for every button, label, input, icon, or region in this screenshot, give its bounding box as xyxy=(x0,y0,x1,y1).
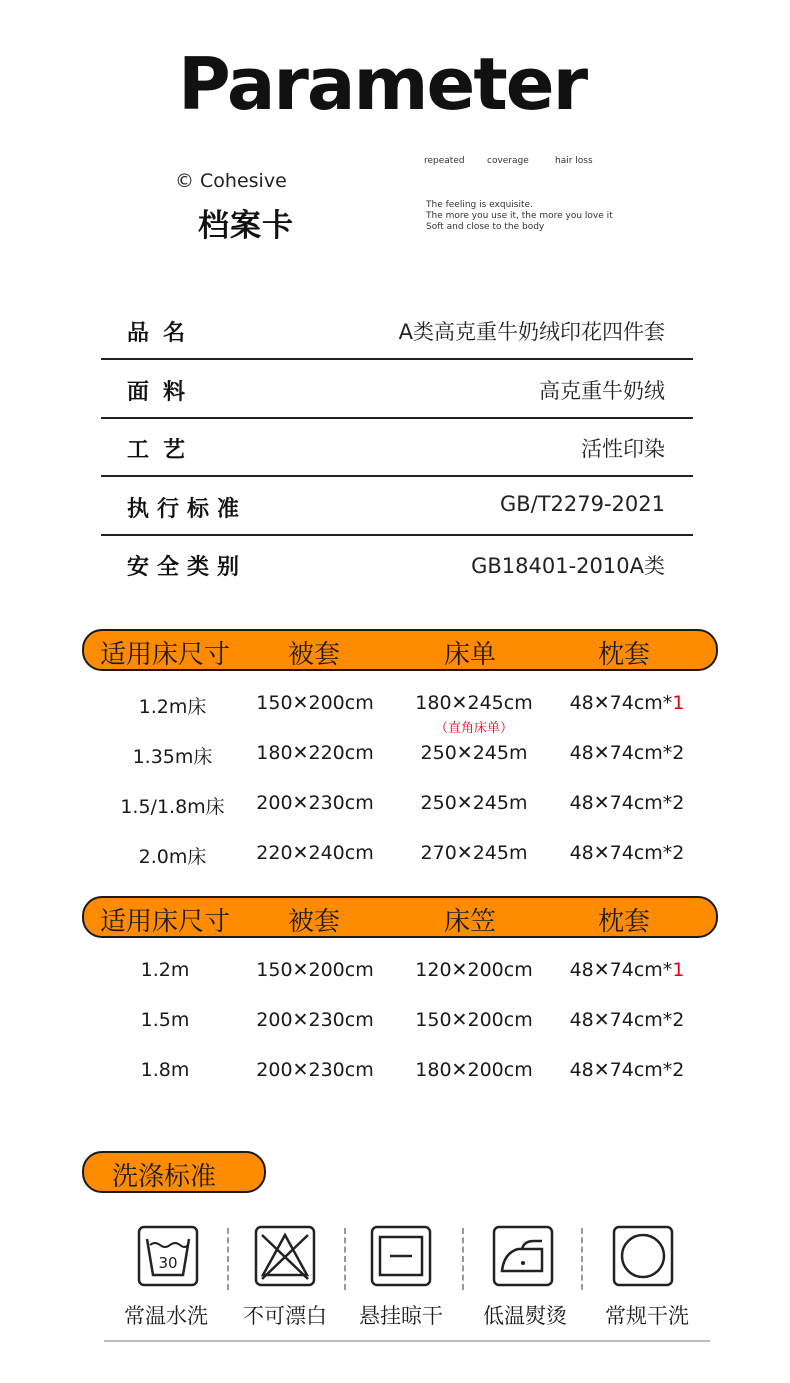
tag-hair-loss: hair loss xyxy=(555,156,593,166)
bed-size-cell: 1.2m xyxy=(140,959,190,981)
size-table-header xyxy=(82,896,718,938)
spec-label: 面料 xyxy=(127,380,200,405)
tag-repeated: repeated xyxy=(424,156,465,166)
sheet-size-cell: 270✕245m xyxy=(420,842,528,864)
bed-size-cell: 1.2m床 xyxy=(138,696,207,718)
wash-label: 常规干洗 xyxy=(605,1304,689,1328)
header-fitted-sheet: 床笠 xyxy=(444,907,497,937)
pillow-size-cell: 48✕74cm*2 xyxy=(569,1009,685,1031)
sheet-size-cell: 180✕245cm xyxy=(415,692,533,714)
tagline-line: The more you use it, the more you love it xyxy=(426,211,613,221)
duvet-size-cell: 200✕230cm xyxy=(256,792,374,814)
header-bed-sheet: 床单 xyxy=(444,640,497,670)
fitted-sheet-size-cell: 180✕200cm xyxy=(415,1059,533,1081)
pillow-size-text: 48✕74cm* xyxy=(569,692,673,714)
pillow-size-cell: 48✕74cm*2 xyxy=(569,1059,685,1081)
bed-size-cell: 1.5/1.8m床 xyxy=(120,796,225,818)
duvet-size-cell: 150✕200cm xyxy=(256,959,374,981)
pillow-size-cell: 48✕74cm*2 xyxy=(569,792,685,814)
wash-label: 不可漂白 xyxy=(243,1304,327,1328)
brand-name: © Cohesive xyxy=(175,170,287,192)
pillow-size-cell xyxy=(560,692,694,714)
duvet-size-cell: 220✕240cm xyxy=(256,842,374,864)
wash-label: 悬挂晾干 xyxy=(359,1304,443,1328)
size-table-header xyxy=(82,629,718,671)
sheet-size-cell: 250✕245m xyxy=(420,742,528,764)
wash-label: 低温熨烫 xyxy=(483,1304,567,1328)
pillow-size-cell: 48✕74cm*2 xyxy=(569,842,685,864)
pillow-size-cell xyxy=(560,959,694,981)
pillow-size-text: 48✕74cm* xyxy=(569,959,673,981)
spec-row-standard xyxy=(101,476,693,536)
spec-value: GB/T2279-2021 xyxy=(499,492,665,516)
tagline-line: The feeling is exquisite. xyxy=(426,200,533,210)
spec-label: 执行标准 xyxy=(127,497,248,522)
bed-size-cell: 1.35m床 xyxy=(132,746,213,768)
sheet-note: （直角床单） xyxy=(434,721,513,736)
fitted-sheet-size-cell: 120✕200cm xyxy=(415,959,533,981)
wash-standard-title: 洗涤标准 xyxy=(112,1162,217,1192)
spec-label: 品名 xyxy=(127,321,200,346)
page-title: Parameter xyxy=(178,42,587,126)
wash-label: 常温水洗 xyxy=(124,1304,208,1328)
spec-row-craft xyxy=(101,417,693,477)
duvet-size-cell: 200✕230cm xyxy=(256,1059,374,1081)
spec-row-fabric xyxy=(101,359,693,419)
pillow-count: 1 xyxy=(672,692,685,714)
wash-standard-header xyxy=(82,1151,266,1193)
dry-clean-icon xyxy=(583,1225,703,1287)
header-duvet-cover: 被套 xyxy=(288,640,341,670)
header-duvet-cover: 被套 xyxy=(288,907,341,937)
pillow-size-cell: 48✕74cm*2 xyxy=(569,742,685,764)
svg-text:30: 30 xyxy=(158,1254,178,1272)
tag-coverage: coverage xyxy=(487,156,529,166)
spec-row-safety xyxy=(101,534,693,592)
bed-size-cell: 1.5m xyxy=(140,1009,190,1031)
no-bleach-icon xyxy=(225,1225,345,1287)
spec-value: 活性印染 xyxy=(581,437,665,461)
wash-30-icon xyxy=(108,1225,228,1287)
spec-value: 高克重牛奶绒 xyxy=(539,379,665,403)
bed-size-cell: 1.8m xyxy=(140,1059,190,1081)
bottom-divider xyxy=(104,1340,710,1342)
card-label: 档案卡 xyxy=(198,208,294,244)
low-iron-icon xyxy=(463,1225,583,1287)
header-bed-size: 适用床尺寸 xyxy=(100,640,231,670)
spec-value: A类高克重牛奶绒印花四件套 xyxy=(398,320,665,344)
bed-size-cell: 2.0m床 xyxy=(138,846,207,868)
tagline-line: Soft and close to the body xyxy=(426,222,545,232)
duvet-size-cell: 180✕220cm xyxy=(256,742,374,764)
header-pillowcase: 枕套 xyxy=(598,907,651,937)
header-pillowcase: 枕套 xyxy=(598,640,651,670)
duvet-size-cell: 200✕230cm xyxy=(256,1009,374,1031)
fitted-sheet-size-cell: 150✕200cm xyxy=(415,1009,533,1031)
spec-label: 工艺 xyxy=(127,438,200,463)
header-bed-size: 适用床尺寸 xyxy=(100,907,231,937)
sheet-size-cell: 250✕245m xyxy=(420,792,528,814)
duvet-size-cell: 150✕200cm xyxy=(256,692,374,714)
hang-dry-icon xyxy=(341,1225,461,1287)
pillow-count: 1 xyxy=(672,959,685,981)
spec-label: 安全类别 xyxy=(127,555,248,580)
spec-value: GB18401-2010A类 xyxy=(471,554,665,578)
spec-row-name xyxy=(101,300,693,360)
